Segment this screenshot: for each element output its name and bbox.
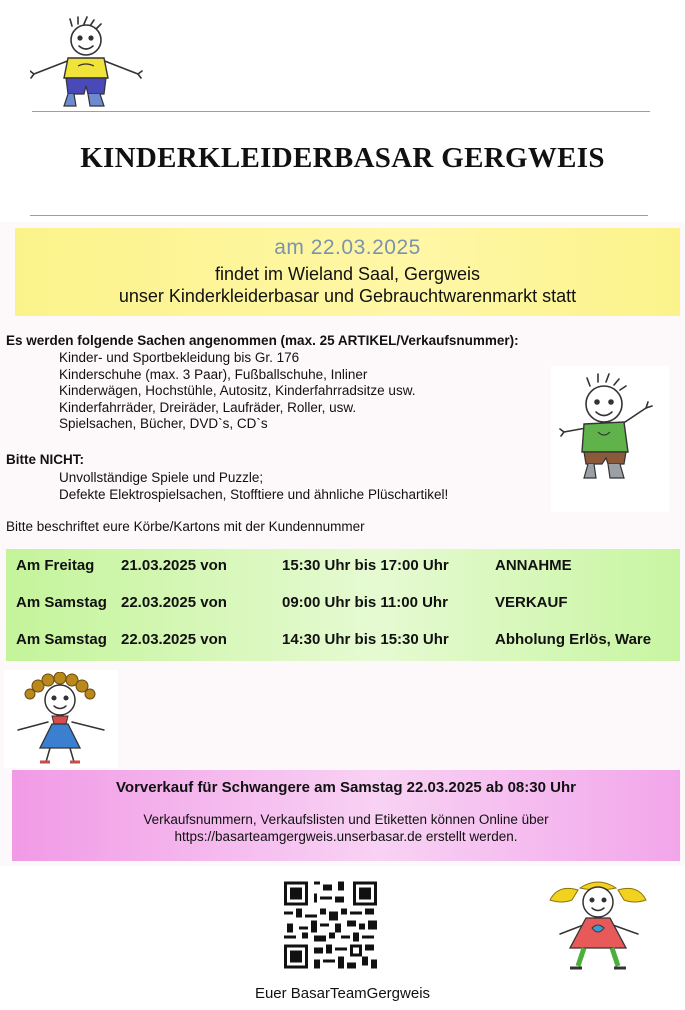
not-accepted-list — [59, 469, 448, 503]
schedule-row — [6, 557, 680, 577]
event-date: am 22.03.2025 — [274, 236, 421, 259]
event-location: findet im Wieland Saal, Gergweis — [214, 264, 481, 284]
announcement-band — [15, 228, 680, 316]
presale-heading: Vorverkauf für Schwangere am Samstag 22.03.2025 ab 08:30 Uhr — [116, 779, 576, 796]
girl-drawing-left — [8, 672, 116, 768]
schedule-day: Am Freitag — [16, 557, 95, 574]
presale-info-line: Verkaufsnummern, Verkaufslisten und Etiketten können Online über — [143, 812, 549, 827]
event-description: unser Kinderkleiderbasar und Gebrauchtwarenmarkt statt — [118, 286, 577, 306]
labeling-note: Bitte beschriftet eure Körbe/Kartons mit der Kundennummer — [6, 519, 365, 534]
list-item: Kinderfahrräder, Dreiräder, Laufräder, Roller, usw. — [59, 399, 357, 415]
list-item: Unvollständige Spiele und Puzzle; — [59, 470, 264, 485]
accepted-heading: Es werden folgende Sachen angenommen (max. 25 ARTIKEL/Verkaufsnummer): — [6, 333, 519, 348]
list-item: Kinder- und Sportbekleidung bis Gr. 176 — [59, 350, 300, 365]
schedule-row — [6, 594, 680, 614]
presale-info — [12, 811, 680, 845]
schedule-date: 21.03.2025 von — [121, 557, 227, 574]
schedule-date: 22.03.2025 von — [121, 594, 227, 611]
qr-code-icon[interactable] — [284, 881, 377, 969]
schedule-row — [6, 631, 680, 651]
schedule-time: 09:00 Uhr bis 11:00 Uhr — [282, 594, 448, 611]
list-item: Spielsachen, Bücher, DVD`s, CD`s — [59, 416, 268, 431]
boy-drawing-top — [30, 16, 145, 108]
schedule-activity: ANNAHME — [495, 557, 572, 574]
footer-signature: Euer BasarTeamGergweis — [254, 985, 431, 1002]
schedule-day: Am Samstag — [16, 594, 107, 611]
page-title: KINDERKLEIDERBASAR GERGWEIS — [80, 142, 605, 174]
presale-band — [12, 770, 680, 861]
boy-drawing-right — [558, 372, 666, 484]
schedule-time: 14:30 Uhr bis 15:30 Uhr — [282, 631, 449, 648]
list-item: Kinderwägen, Hochstühle, Autositz, Kinderfahrradsitze usw. — [59, 383, 416, 398]
schedule-day: Am Samstag — [16, 631, 107, 648]
schedule-date: 22.03.2025 von — [121, 631, 227, 648]
schedule-activity: VERKAUF — [495, 594, 568, 611]
presale-url: https://basarteamgergweis.unserbasar.de erstellt werden. — [174, 829, 518, 844]
top-rule — [32, 111, 650, 112]
girl-drawing-right — [534, 876, 662, 976]
schedule-band — [6, 549, 680, 661]
not-accepted-heading: Bitte NICHT: — [6, 452, 84, 467]
accepted-list — [59, 350, 415, 433]
list-item: Kinderschuhe (max. 3 Paar), Fußballschuhe, Inliner — [59, 366, 368, 382]
list-item: Defekte Elektrospielsachen, Stofftiere und ähnliche Plüschartikel! — [59, 487, 449, 502]
bottom-rule — [30, 215, 648, 216]
schedule-time: 15:30 Uhr bis 17:00 Uhr — [282, 557, 449, 574]
schedule-activity: Abholung Erlös, Ware — [495, 631, 652, 648]
